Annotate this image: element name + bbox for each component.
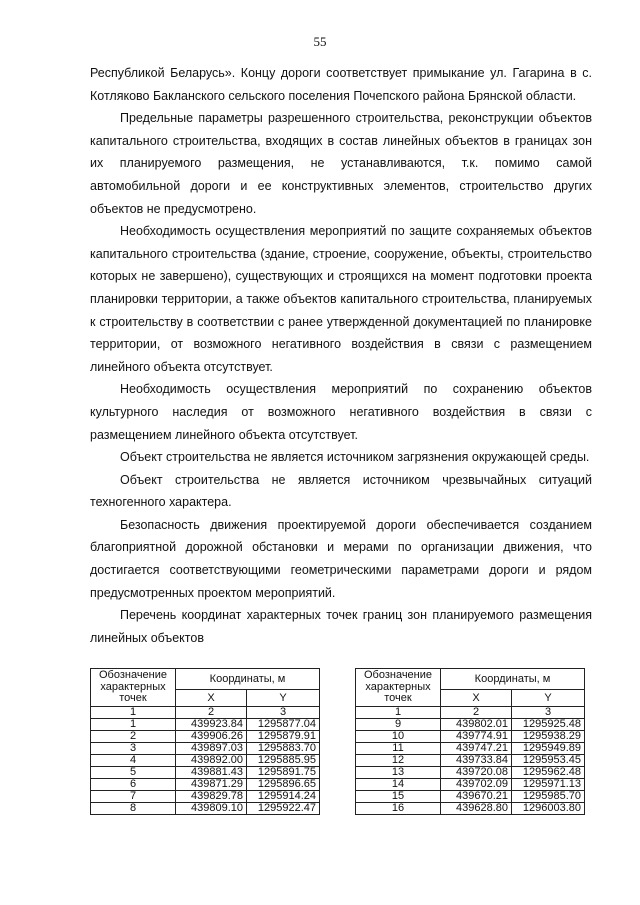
index-cell: 1	[356, 707, 441, 719]
y-coordinate-cell: 1295962.48	[512, 767, 585, 779]
index-cell: 3	[247, 707, 320, 719]
point-number-cell: 4	[91, 755, 176, 767]
table-row	[356, 767, 585, 779]
column-header-x: X	[176, 690, 247, 707]
x-coordinate-cell: 439702.09	[441, 779, 512, 791]
column-header-y: Y	[247, 690, 320, 707]
column-header-coordinates: Координаты, м	[176, 669, 320, 690]
table-body-right	[356, 707, 585, 815]
y-coordinate-cell: 1295914.24	[247, 791, 320, 803]
y-coordinate-cell: 1295877.04	[247, 719, 320, 731]
point-number-cell: 10	[356, 731, 441, 743]
table-row	[356, 803, 585, 815]
x-coordinate-cell: 439774.91	[441, 731, 512, 743]
y-coordinate-cell: 1295925.48	[512, 719, 585, 731]
index-cell: 2	[441, 707, 512, 719]
x-coordinate-cell: 439892.00	[176, 755, 247, 767]
x-coordinate-cell: 439897.03	[176, 743, 247, 755]
point-number-cell: 2	[91, 731, 176, 743]
point-number-cell: 16	[356, 803, 441, 815]
table-row	[91, 743, 320, 755]
point-number-cell: 3	[91, 743, 176, 755]
point-number-cell: 13	[356, 767, 441, 779]
paragraph-traffic-safety: Безопасность движения проектируемой дороги обеспечивается созданием благоприятной дорожной обстановки и мерами по организации движения, что достигается соответствующими геометрическими параметрами дороги и рядом предусмотренных проектом мероприятий.	[90, 517, 592, 600]
y-coordinate-cell: 1295896.65	[247, 779, 320, 791]
index-cell: 2	[176, 707, 247, 719]
page-number: 55	[313, 34, 327, 49]
x-coordinate-cell: 439923.84	[176, 719, 247, 731]
paragraph-protection-measures: Необходимость осуществления мероприятий по защите сохраняемых объектов капитального строительства (здание, строение, сооружение, объекты, строительство которых не завершено), существующих и строящихся на момент подготовки проекта планировки территории, а также объектов капитального строительства, планируемых к строительству в соответствии с ранее утвержденной документацией по планировке территории, от возможного негативного воздействия в связи с размещением линейного объекта отсутствует.	[90, 224, 592, 374]
y-coordinate-cell: 1295922.47	[247, 803, 320, 815]
point-number-cell: 6	[91, 779, 176, 791]
paragraph-emergencies: Объект строительства не является источником чрезвычайных ситуаций техногенного характера.	[90, 472, 592, 510]
table-row	[91, 779, 320, 791]
column-header-point-name: Обозначение характерных точек	[356, 669, 441, 707]
column-header-x: X	[441, 690, 512, 707]
table-row	[91, 731, 320, 743]
document-body	[90, 62, 592, 649]
table-index-row	[356, 707, 585, 719]
column-header-point-name: Обозначение характерных точек	[91, 669, 176, 707]
table-row	[356, 779, 585, 791]
x-coordinate-cell: 439747.21	[441, 743, 512, 755]
y-coordinate-cell: 1295879.91	[247, 731, 320, 743]
point-number-cell: 12	[356, 755, 441, 767]
y-coordinate-cell: 1295971.13	[512, 779, 585, 791]
x-coordinate-cell: 439829.78	[176, 791, 247, 803]
column-header-coordinates: Координаты, м	[441, 669, 585, 690]
table-row	[91, 755, 320, 767]
x-coordinate-cell: 439628.80	[441, 803, 512, 815]
paragraph-continuation: Республикой Беларусь». Концу дороги соответствует примыкание ул. Гагарина в с. Котляково Бакланского сельского поселения Почепского района Брянской области.	[90, 66, 592, 103]
table-row	[91, 719, 320, 731]
table-caption: Перечень координат характерных точек границ зон планируемого размещения линейных объектов	[90, 608, 592, 645]
x-coordinate-cell: 439720.08	[441, 767, 512, 779]
coordinates-table-right	[355, 668, 585, 815]
table-row	[356, 719, 585, 731]
table-row	[356, 791, 585, 803]
y-coordinate-cell: 1295938.29	[512, 731, 585, 743]
paragraph-cultural-heritage: Необходимость осуществления мероприятий по сохранению объектов культурного наследия от возможного негативного воздействия в связи с размещением линейного объекта отсутствует.	[90, 382, 592, 442]
y-coordinate-cell: 1295885.95	[247, 755, 320, 767]
table-row	[356, 731, 585, 743]
x-coordinate-cell: 439733.84	[441, 755, 512, 767]
x-coordinate-cell: 439670.21	[441, 791, 512, 803]
y-coordinate-cell: 1295949.89	[512, 743, 585, 755]
table-index-row	[91, 707, 320, 719]
index-cell: 3	[512, 707, 585, 719]
column-header-y: Y	[512, 690, 585, 707]
point-number-cell: 1	[91, 719, 176, 731]
y-coordinate-cell: 1295891.75	[247, 767, 320, 779]
y-coordinate-cell: 1295883.70	[247, 743, 320, 755]
x-coordinate-cell: 439881.43	[176, 767, 247, 779]
index-cell: 1	[91, 707, 176, 719]
y-coordinate-cell: 1296003.80	[512, 803, 585, 815]
x-coordinate-cell: 439906.26	[176, 731, 247, 743]
paragraph-construction-limits: Предельные параметры разрешенного строительства, реконструкции объектов капитального строительства, входящих в состав линейных объектов в границах зон их планируемого размещения, не устанавливаются, т.к. помимо самой автомобильной дороги и ее конструктивных элементов, строительство других объектов не предусмотрено.	[90, 111, 592, 216]
point-number-cell: 15	[356, 791, 441, 803]
point-number-cell: 9	[356, 719, 441, 731]
table-row	[91, 767, 320, 779]
x-coordinate-cell: 439802.01	[441, 719, 512, 731]
table-row	[91, 803, 320, 815]
table-row	[356, 743, 585, 755]
table-row	[91, 791, 320, 803]
point-number-cell: 5	[91, 767, 176, 779]
x-coordinate-cell: 439809.10	[176, 803, 247, 815]
y-coordinate-cell: 1295985.70	[512, 791, 585, 803]
x-coordinate-cell: 439871.29	[176, 779, 247, 791]
point-number-cell: 7	[91, 791, 176, 803]
point-number-cell: 8	[91, 803, 176, 815]
table-body-left	[91, 707, 320, 815]
point-number-cell: 11	[356, 743, 441, 755]
point-number-cell: 14	[356, 779, 441, 791]
coordinates-tables	[90, 668, 592, 848]
coordinates-table-left	[90, 668, 320, 815]
table-row	[356, 755, 585, 767]
paragraph-pollution: Объект строительства не является источником загрязнения окружающей среды.	[120, 450, 590, 465]
y-coordinate-cell: 1295953.45	[512, 755, 585, 767]
